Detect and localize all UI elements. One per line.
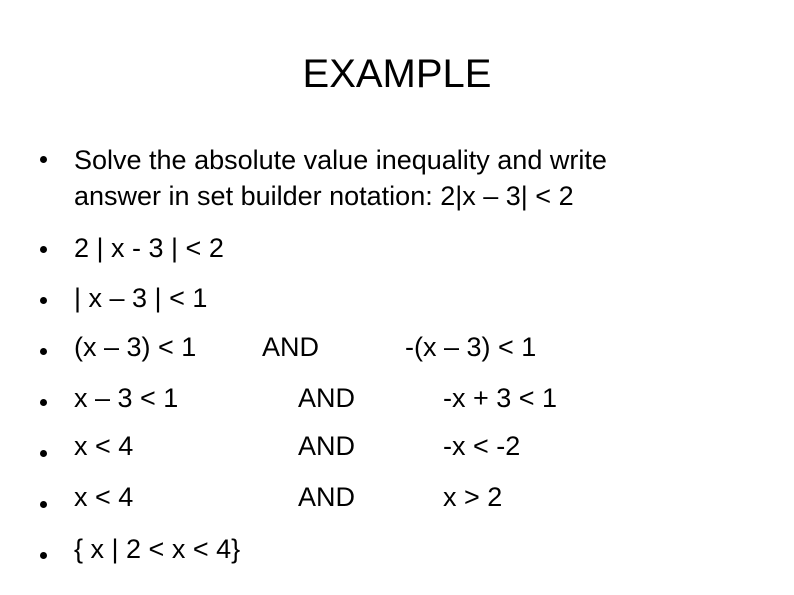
bullet-dot-icon (40, 297, 47, 304)
bullet-dot-icon (40, 399, 47, 406)
step-left: x < 4 (74, 431, 134, 461)
bullet-text-1b: answer in set builder notation: 2|x – 3| < 2 (74, 181, 574, 211)
step-left: x – 3 < 1 (74, 383, 179, 413)
slide-title: EXAMPLE (302, 52, 492, 96)
step-right: -x < -2 (443, 431, 521, 461)
bullet-text-3: | x – 3 | < 1 (74, 283, 208, 313)
step-connector: AND (298, 431, 356, 461)
bullet-dot-icon (40, 450, 47, 457)
step-connector: AND (262, 332, 320, 362)
step-right: -x + 3 < 1 (443, 383, 558, 413)
bullet-text-2: 2 | x - 3 | < 2 (74, 233, 224, 263)
step-left: (x – 3) < 1 (74, 332, 197, 362)
bullet-text-1a: Solve the absolute value inequality and write (74, 145, 607, 175)
step-right: x > 2 (443, 482, 503, 512)
step-right: -(x – 3) < 1 (405, 332, 537, 362)
step-connector: AND (298, 383, 356, 413)
bullet-dot-icon (40, 156, 47, 163)
bullet-dot-icon (40, 246, 47, 253)
step-connector: AND (298, 482, 356, 512)
bullet-dot-icon (40, 348, 47, 355)
step-left: x < 4 (74, 482, 134, 512)
bullet-dot-icon (40, 501, 47, 508)
bullet-dot-icon (40, 552, 47, 559)
bullet-text-final-answer: { x | 2 < x < 4} (74, 534, 241, 564)
